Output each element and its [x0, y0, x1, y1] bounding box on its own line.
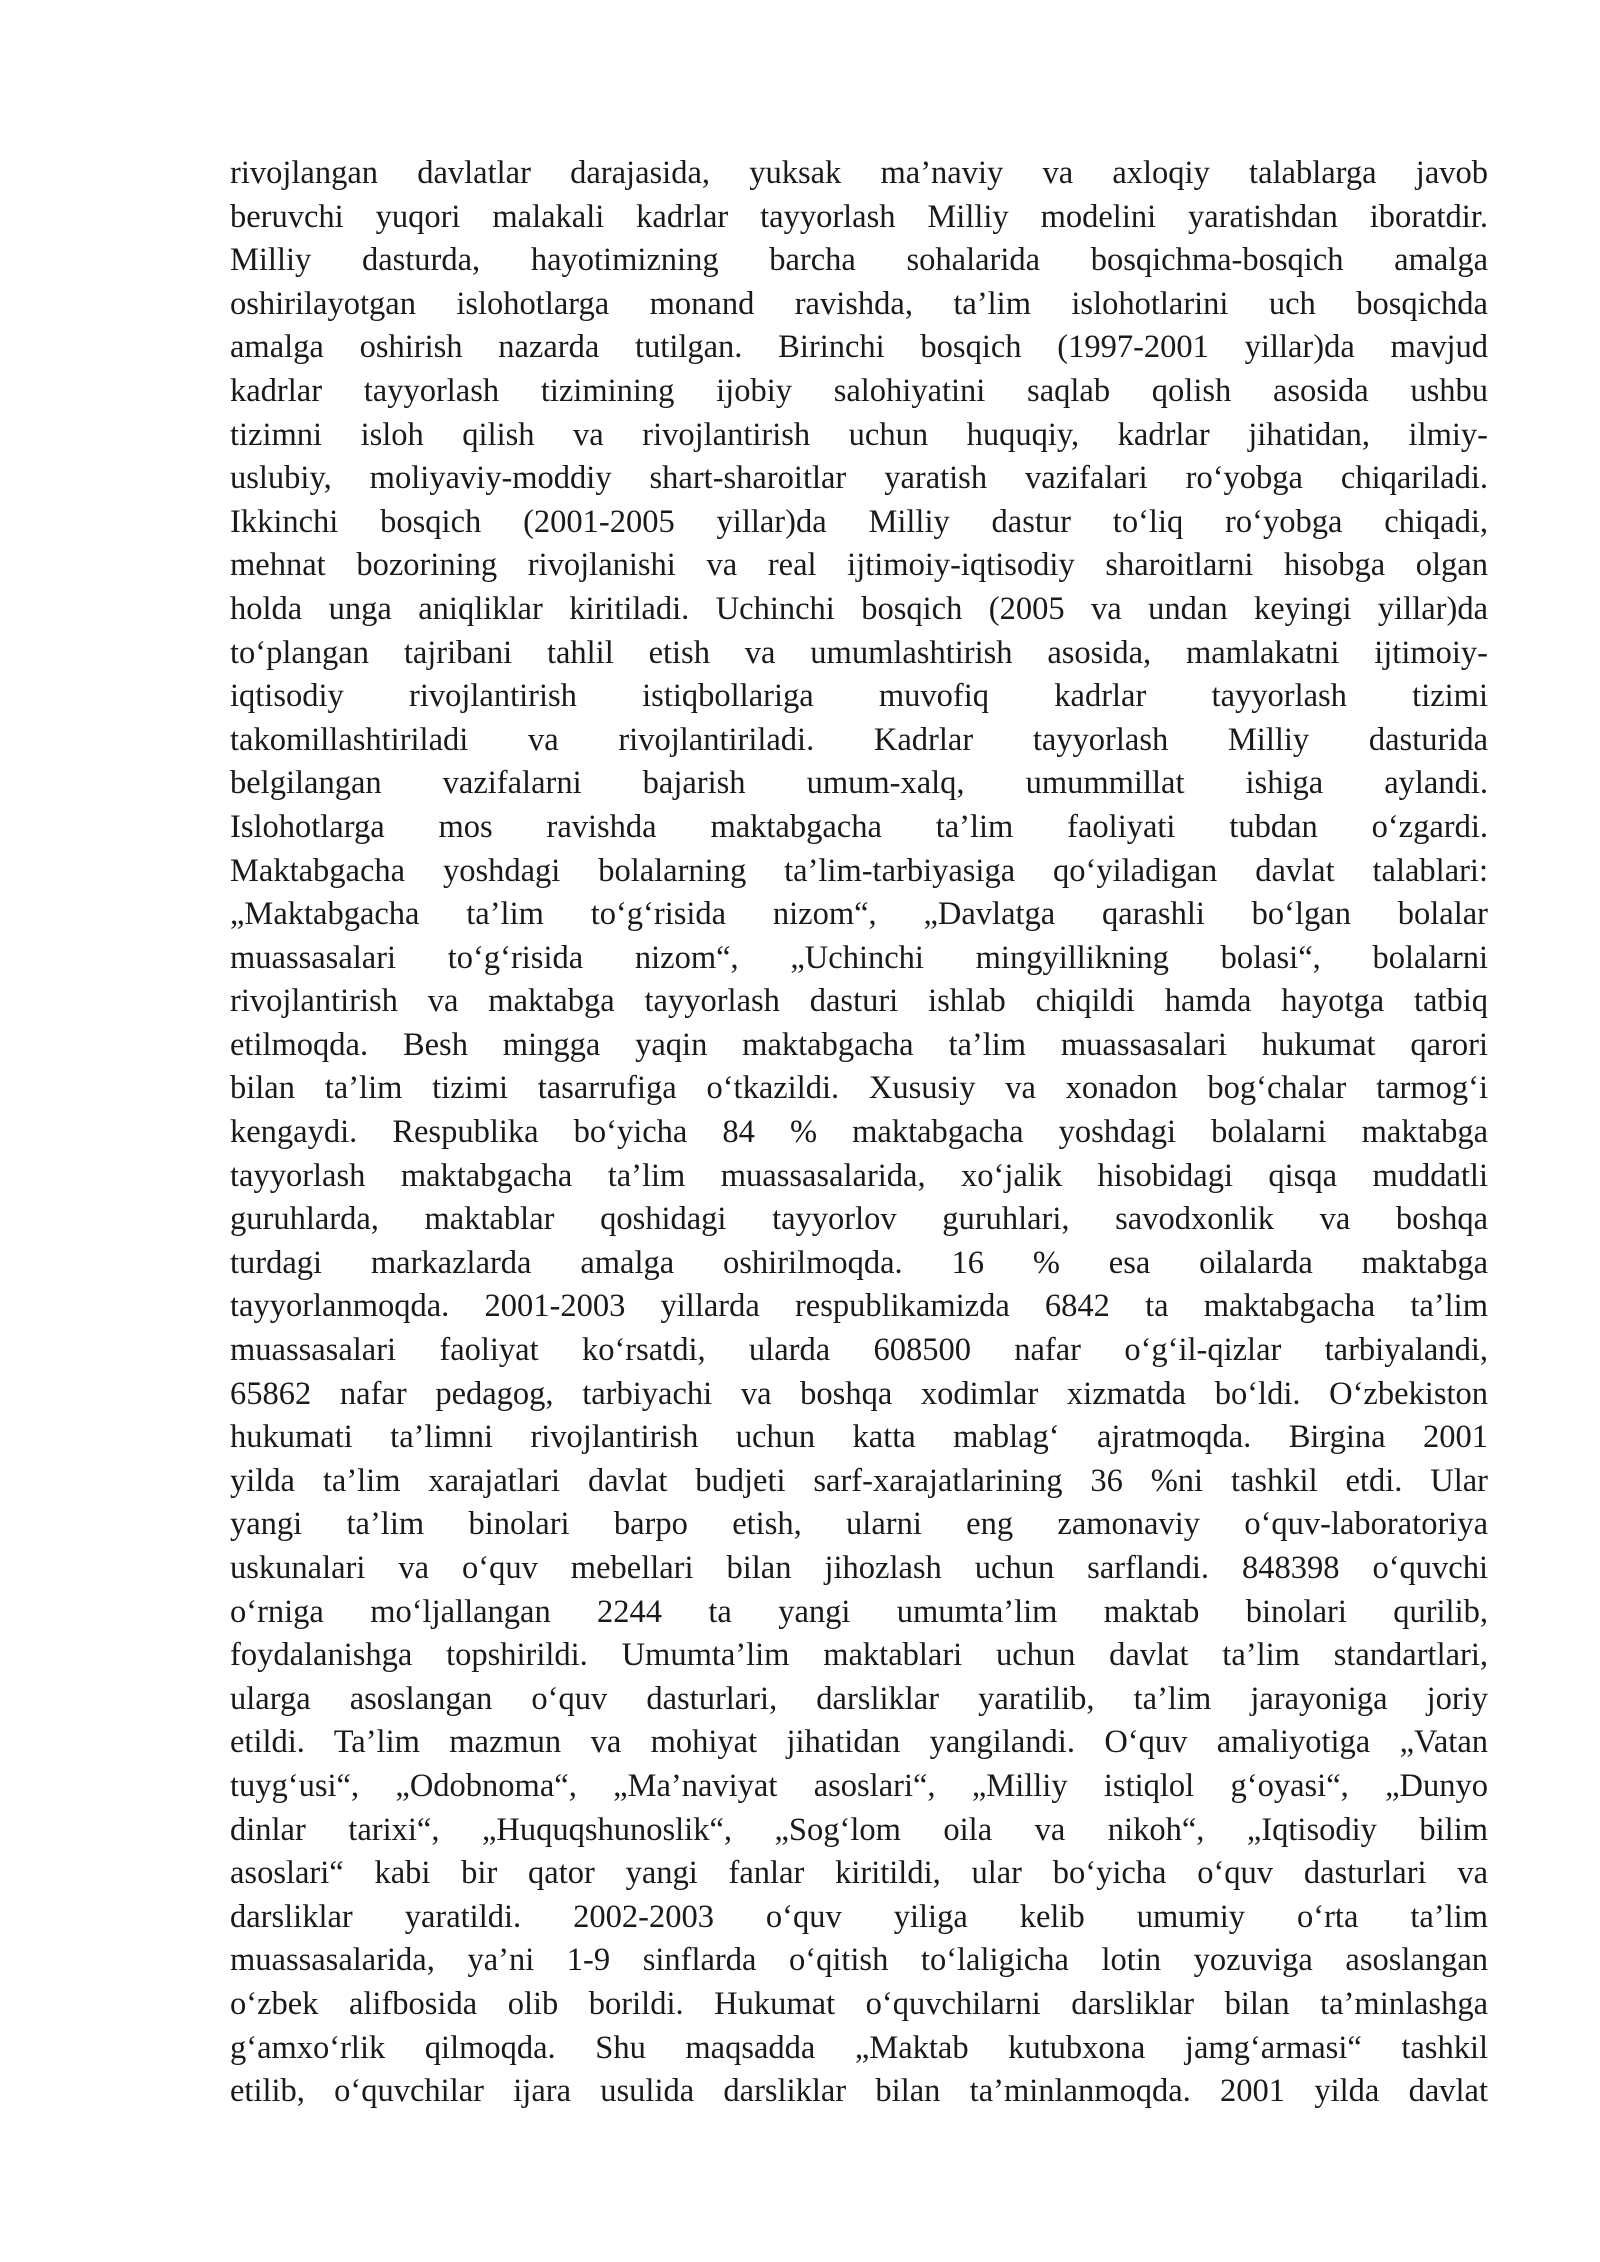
text-line: o‘zbek alifbosida olib borildi. Hukumat o‘quvchilarni darsliklar bilan ta’minlashga	[230, 1985, 1488, 2022]
text-line: darsliklar yaratildi. 2002-2003 o‘quv yiliga kelib umumiy o‘rta ta’lim	[230, 1898, 1488, 1935]
text-line: amalga oshirish nazarda tutilgan. Birinchi bosqich (1997-2001 yillar)da mavjud	[230, 329, 1488, 366]
text-line: etilib, o‘quvchilar ijara usulida darsliklar bilan ta’minlanmoqda. 2001 yilda davlat	[230, 2073, 1488, 2110]
text-line: Milliy dasturda, hayotimizning barcha sohalarida bosqichma-bosqich amalga	[230, 242, 1488, 279]
text-line: muassasalari to‘g‘risida nizom“, „Uchinchi mingyillikning bolasi“, bolalarni	[230, 939, 1488, 976]
text-line: o‘rniga mo‘ljallangan 2244 ta yangi umumta’lim maktab binolari qurilib,	[230, 1593, 1488, 1630]
text-line: muassasalari faoliyat ko‘rsatdi, ularda 608500 nafar o‘g‘il-qizlar tarbiyalandi,	[230, 1332, 1488, 1369]
text-line: rivojlantirish va maktabga tayyorlash dasturi ishlab chiqildi hamda hayotga tatbiq	[230, 983, 1488, 1020]
text-line: yangi ta’lim binolari barpo etish, ularni eng zamonaviy o‘quv-laboratoriya	[230, 1506, 1488, 1543]
text-line: ularga asoslangan o‘quv dasturlari, darsliklar yaratilib, ta’lim jarayoniga joriy	[230, 1680, 1488, 1717]
text-line: 65862 nafar pedagog, tarbiyachi va boshqa xodimlar xizmatda bo‘ldi. O‘zbekiston	[230, 1375, 1488, 1412]
body-text	[230, 152, 1488, 2114]
text-line: to‘plangan tajribani tahlil etish va umumlashtirish asosida, mamlakatni ijtimoiy-	[230, 634, 1488, 671]
text-line: tuyg‘usi“, „Odobnoma“, „Ma’naviyat asoslari“, „Milliy istiqlol g‘oyasi“, „Dunyo	[230, 1767, 1488, 1804]
text-line: g‘amxo‘rlik qilmoqda. Shu maqsadda „Maktab kutubxona jamg‘armasi“ tashkil	[230, 2029, 1488, 2066]
text-line: tayyorlash maktabgacha ta’lim muassasalarida, xo‘jalik hisobidagi qisqa muddatli	[230, 1157, 1488, 1194]
text-line: bilan ta’lim tizimi tasarrufiga o‘tkazildi. Xususiy va xonadon bog‘chalar tarmog‘i	[230, 1070, 1488, 1107]
text-line: belgilangan vazifalarni bajarish umum-xalq, umummillat ishiga aylandi.	[230, 765, 1488, 802]
text-line: takomillashtiriladi va rivojlantiriladi. Kadrlar tayyorlash Milliy dasturida	[230, 721, 1488, 758]
text-line: hukumati ta’limni rivojlantirish uchun katta mablag‘ ajratmoqda. Birgina 2001	[230, 1419, 1488, 1456]
text-line: „Maktabgacha ta’lim to‘g‘risida nizom“, „Davlatga qarashli bo‘lgan bolalar	[230, 896, 1488, 933]
text-line: Ikkinchi bosqich (2001-2005 yillar)da Milliy dastur to‘liq ro‘yobga chiqadi,	[230, 503, 1488, 540]
text-line: etilmoqda. Besh mingga yaqin maktabgacha ta’lim muassasalari hukumat qarori	[230, 1026, 1488, 1063]
text-line: asoslari“ kabi bir qator yangi fanlar kiritildi, ular bo‘yicha o‘quv dasturlari va	[230, 1855, 1488, 1892]
text-line: guruhlarda, maktablar qoshidagi tayyorlov guruhlari, savodxonlik va boshqa	[230, 1201, 1488, 1238]
text-line: uskunalari va o‘quv mebellari bilan jihozlash uchun sarflandi. 848398 o‘quvchi	[230, 1550, 1488, 1586]
text-line: Islohotlarga mos ravishda maktabgacha ta’lim faoliyati tubdan o‘zgardi.	[230, 808, 1488, 845]
text-line: beruvchi yuqori malakali kadrlar tayyorlash Milliy modelini yaratishdan iboratdir.	[230, 198, 1488, 235]
text-line: iqtisodiy rivojlantirish istiqbollariga muvofiq kadrlar tayyorlash tizimi	[230, 678, 1488, 715]
text-line: Maktabgacha yoshdagi bolalarning ta’lim-tarbiyasiga qo‘yiladigan davlat talablari:	[230, 852, 1488, 889]
text-line: foydalanishga topshirildi. Umumta’lim maktablari uchun davlat ta’lim standartlari,	[230, 1637, 1488, 1674]
text-line: etildi. Ta’lim mazmun va mohiyat jihatidan yangilandi. O‘quv amaliyotiga „Vatan	[230, 1724, 1488, 1761]
text-line: uslubiy, moliyaviy-moddiy shart-sharoitlar yaratish vazifalari ro‘yobga chiqariladi.	[230, 460, 1488, 497]
text-line: oshirilayotgan islohotlarga monand ravishda, ta’lim islohotlarini uch bosqichda	[230, 285, 1488, 322]
text-line: rivojlangan davlatlar darajasida, yuksak ma’naviy va axloqiy talablarga javob	[230, 155, 1488, 191]
text-line: muassasalarida, ya’ni 1-9 sinflarda o‘qitish to‘laligicha lotin yozuviga asoslangan	[230, 1942, 1488, 1979]
text-line: holda unga aniqliklar kiritiladi. Uchinchi bosqich (2005 va undan keyingi yillar)da	[230, 590, 1488, 627]
text-line: yilda ta’lim xarajatlari davlat budjeti sarf-xarajatlarining 36 %ni tashkil etdi. Ular	[230, 1462, 1488, 1499]
text-line: dinlar tarixi“, „Huquqshunoslik“, „Sog‘lom oila va nikoh“, „Iqtisodiy bilim	[230, 1811, 1488, 1848]
text-line: kadrlar tayyorlash tizimining ijobiy salohiyatini saqlab qolish asosida ushbu	[230, 372, 1488, 409]
text-line: mehnat bozorining rivojlanishi va real ijtimoiy-iqtisodiy sharoitlarni hisobga olgan	[230, 547, 1488, 584]
text-line: kengaydi. Respublika bo‘yicha 84 % maktabgacha yoshdagi bolalarni maktabga	[230, 1114, 1488, 1151]
text-line: tayyorlanmoqda. 2001-2003 yillarda respublikamizda 6842 ta maktabgacha ta’lim	[230, 1288, 1488, 1325]
text-line: turdagi markazlarda amalga oshirilmoqda. 16 % esa oilalarda maktabga	[230, 1244, 1488, 1281]
text-line: tizimni isloh qilish va rivojlantirish uchun huquqiy, kadrlar jihatidan, ilmiy-	[230, 416, 1488, 453]
